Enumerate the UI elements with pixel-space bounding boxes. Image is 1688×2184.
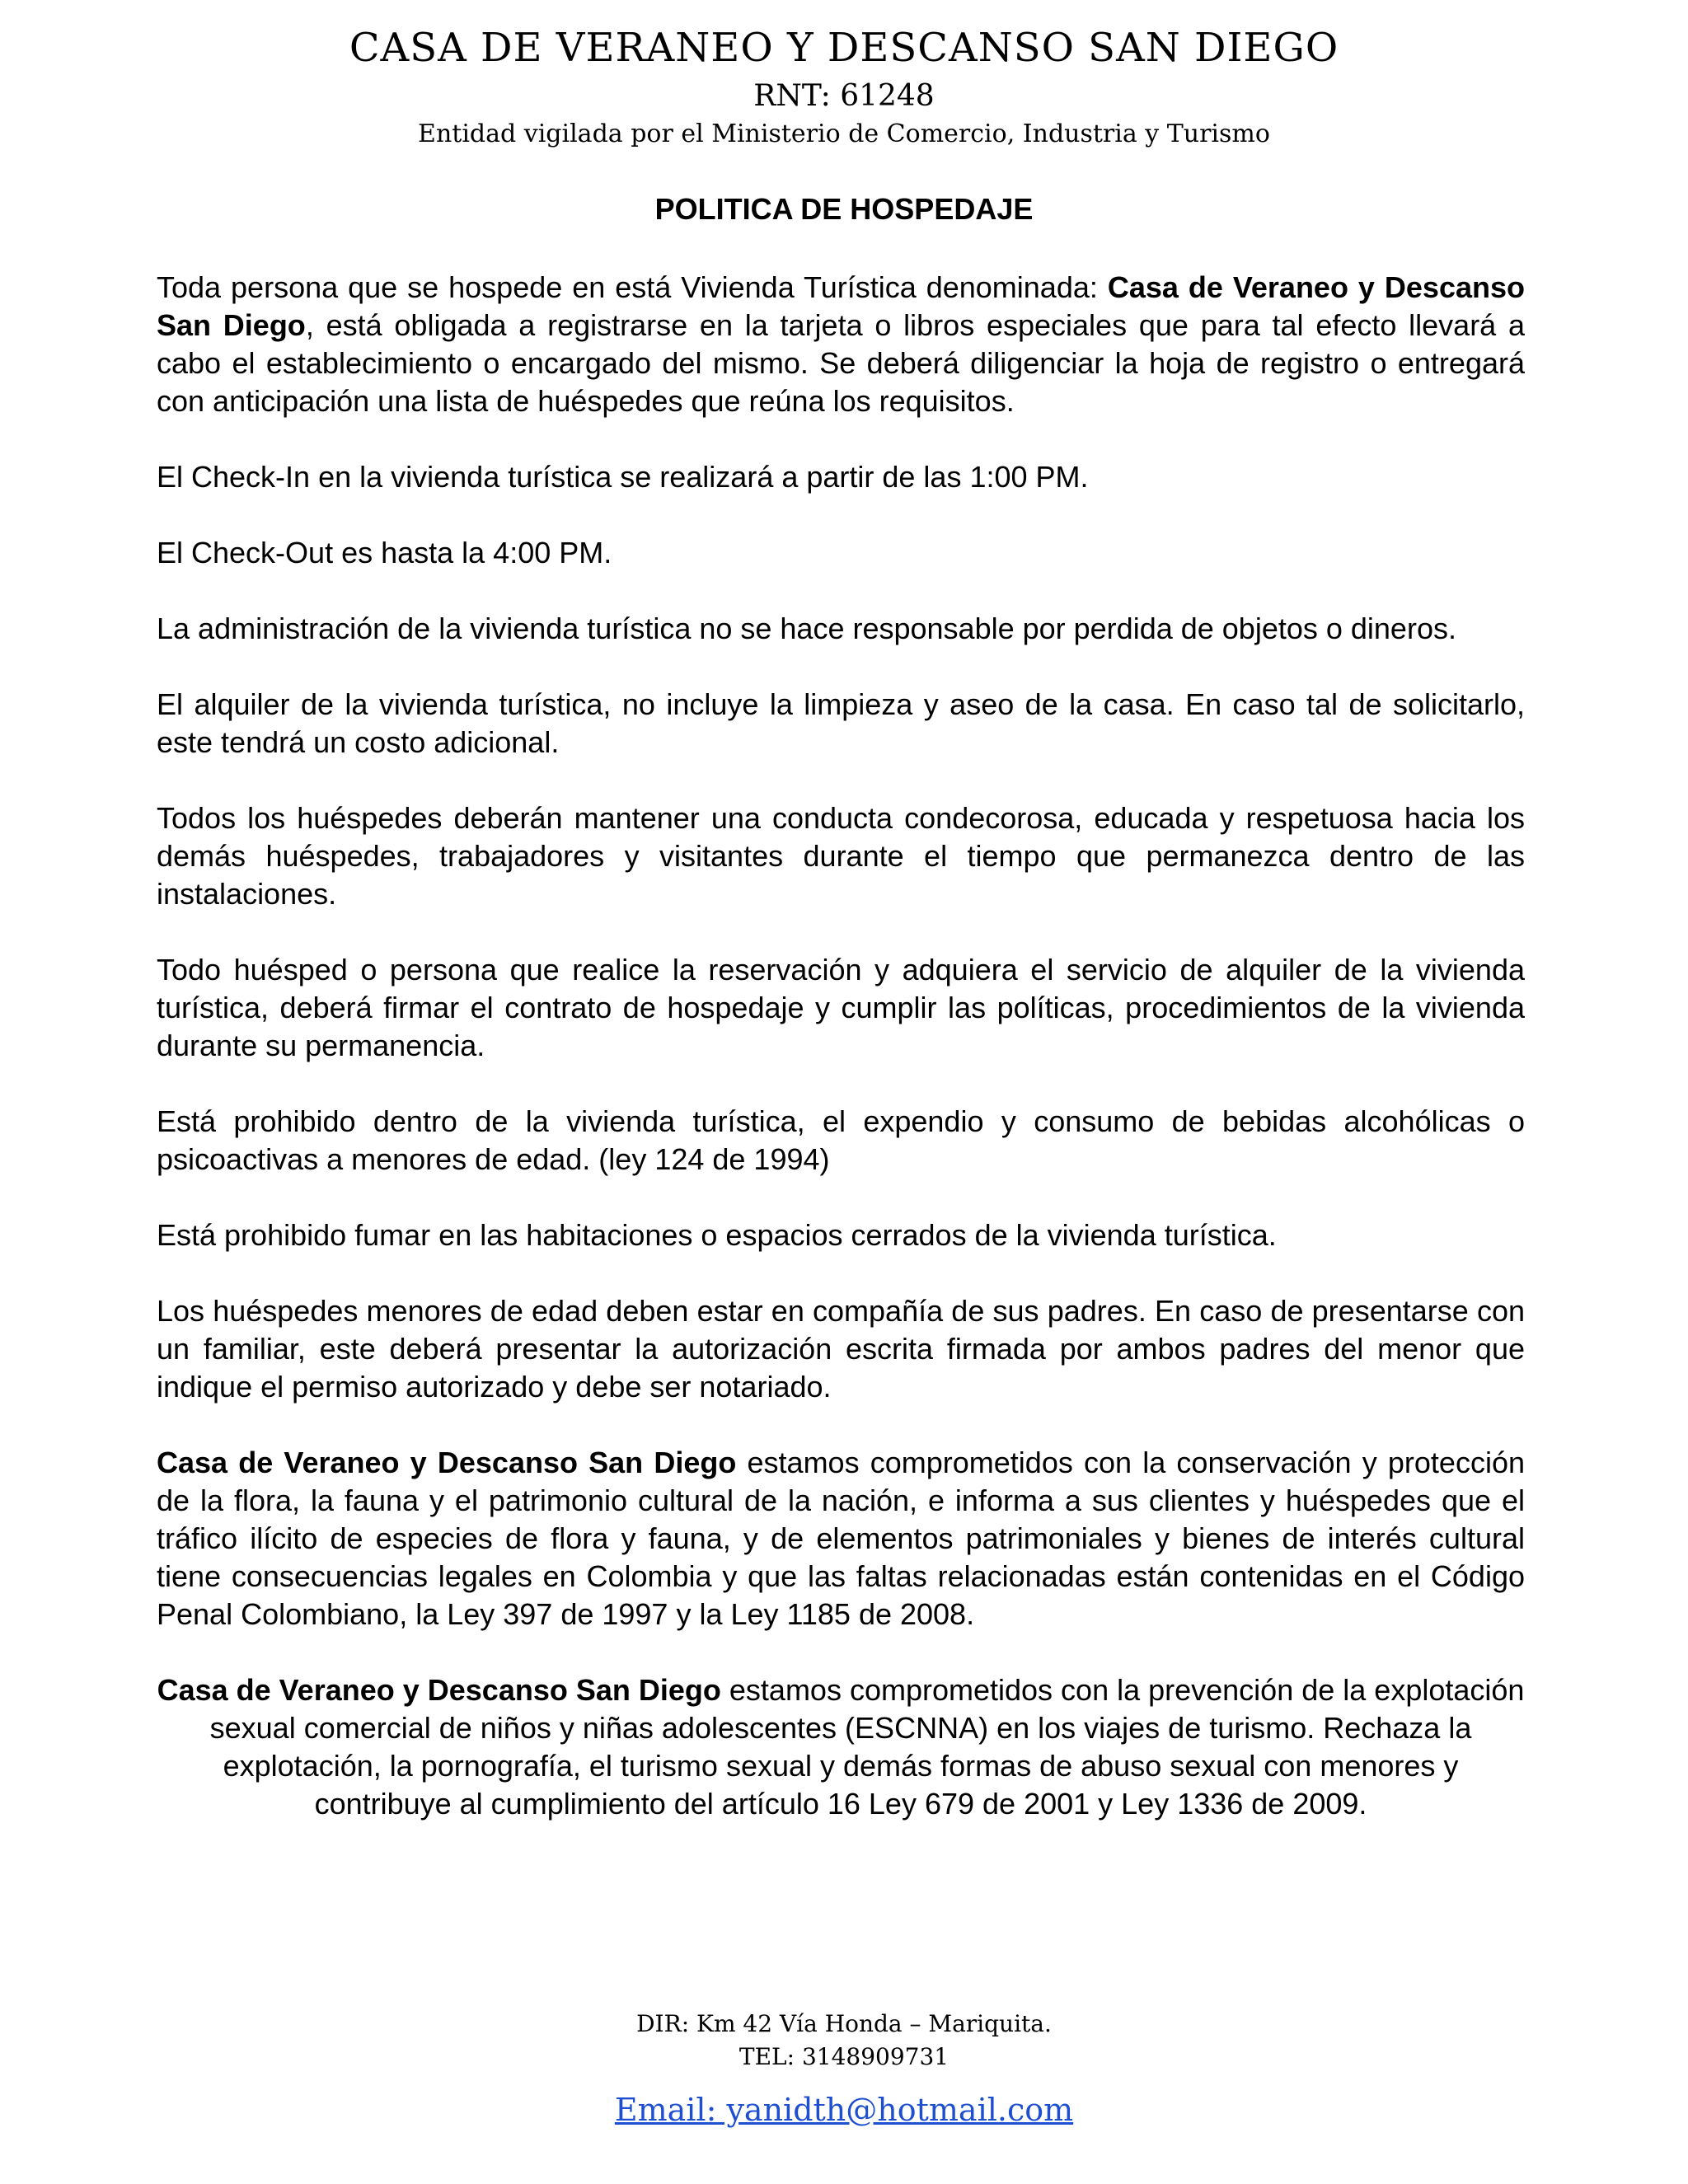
paragraph-check-out: El Check-Out es hasta la 4:00 PM. [157, 536, 612, 569]
paragraph-contract: Todo huésped o persona que realice la reservación y adquiera el servicio de alquiler de la vivienda turística, deberá firmar el contrato de hospedaje y cumplir las políticas, procedimientos de la vivienda durante su permanencia. [157, 953, 1525, 1062]
paragraph-check-in: El Check-In en la vivienda turística se realizará a partir de las 1:00 PM. [157, 460, 1089, 494]
address: DIR: Km 42 Vía Honda – Mariquita. [636, 2010, 1052, 2037]
rnt-number: RNT: 61248 [753, 79, 935, 113]
phone: TEL: 3148909731 [738, 2043, 950, 2070]
paragraph-text: estamos comprometidos con la prevención de la explotación sexual comercial de niños y niñas adolescentes (ESCNNA) en los viajes de turismo. Rechaza la explotación, la pornografía, el turismo sexual y demás formas de abuso sexual con menores y contribuye al cumplimiento del artículo 16 Ley 679 de 2001 y Ley 1336 de 2009. [209, 1673, 1525, 1821]
footer [0, 2008, 1688, 2133]
business-name-bold: Casa de Veraneo y Descanso San Diego [157, 1673, 721, 1707]
policy-body [157, 269, 1525, 1861]
paragraph-text: , está obligada a registrarse en la tarjeta o libros especiales que para tal efecto llevará a cabo el establecimiento o encargado del mismo. Se deberá diligenciar la hoja de registro o entregará con anticipación una lista de huéspedes que reúna los requisitos. [157, 308, 1526, 418]
paragraph-minors: Los huéspedes menores de edad deben estar en compañía de sus padres. En caso de presentarse con un familiar, este deberá presentar la autorización escrita firmada por ambos padres del menor que indique el permiso autorizado y debe ser notariado. [157, 1294, 1525, 1404]
business-name-bold: Casa de Veraneo y Descanso San Diego [157, 270, 1525, 342]
paragraph-smoking: Está prohibido fumar en las habitaciones o espacios cerrados de la vivienda turística. [157, 1218, 1277, 1252]
paragraph-cleaning: El alquiler de la vivienda turística, no incluye la limpieza y aseo de la casa. En caso tal de solicitarlo, este tendrá un costo adicional. [157, 687, 1525, 759]
paragraph-conservation [157, 1444, 1525, 1633]
paragraph-conduct: Todos los huéspedes deberán mantener una conducta condecorosa, educada y respetuosa hacia los demás huéspedes, trabajadores y visitantes durante el tiempo que permanezca dentro de las instalaciones. [157, 801, 1525, 911]
supervising-entity: Entidad vigilada por el Ministerio de Comercio, Industria y Turismo [418, 120, 1270, 148]
letterhead [0, 21, 1688, 152]
paragraph-alcohol: Está prohibido dentro de la vivienda turística, el expendio y consumo de bebidas alcohólicas o psicoactivas a menores de edad. (ley 124 de 1994) [157, 1104, 1525, 1176]
paragraph-registration [157, 269, 1525, 420]
document-title: POLITICA DE HOSPEDAJE [654, 192, 1034, 226]
paragraph-text: Toda persona que se hospede en está Vivienda Turística denominada: [157, 270, 1108, 304]
business-name: CASA DE VERANEO Y DESCANSO SAN DIEGO [349, 25, 1339, 71]
paragraph-escnna [157, 1671, 1525, 1823]
paragraph-liability: La administración de la vivienda turística no se hace responsable por perdida de objetos o dineros. [157, 612, 1456, 645]
email-link[interactable]: Email: yanidth@hotmail.com [614, 2092, 1074, 2128]
paragraph-text: estamos comprometidos con la conservación y protección de la flora, la fauna y el patrimonio cultural de la nación, e informa a sus clientes y huéspedes que el tráfico ilícito de especies de flora y fauna, y de elementos patrimoniales y bienes de interés cultural tiene consecuencias legales en Colombia y que las faltas relacionadas están contenidas en el Código Penal Colombiano, la Ley 397 de 1997 y la Ley 1185 de 2008. [157, 1446, 1525, 1631]
business-name-bold: Casa de Veraneo y Descanso San Diego [157, 1446, 737, 1479]
